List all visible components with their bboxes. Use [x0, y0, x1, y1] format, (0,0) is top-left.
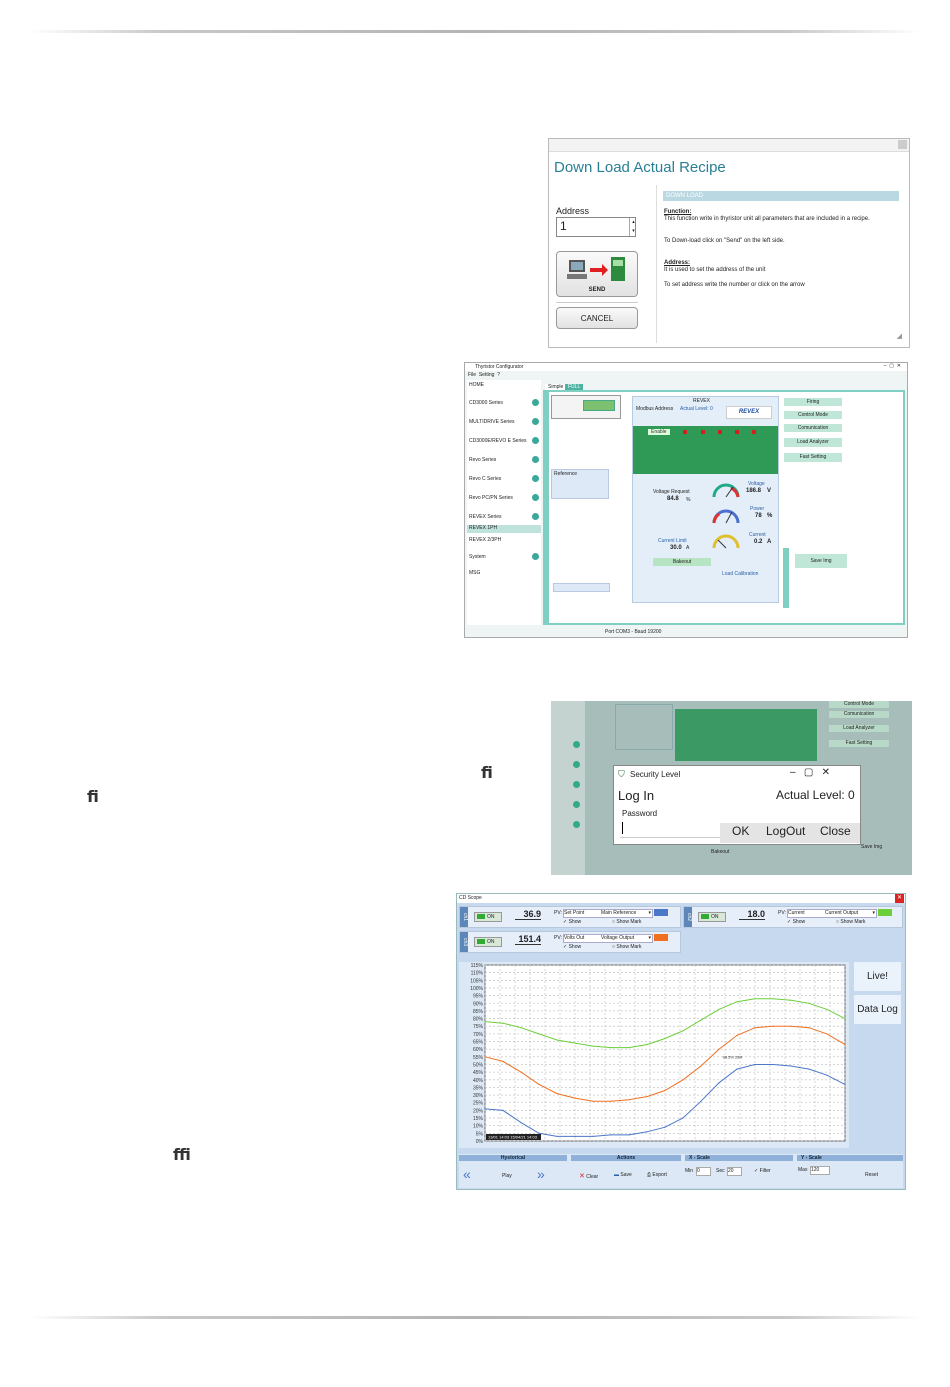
show-mark-checkbox[interactable]: ○ Show Mark — [612, 944, 642, 950]
send-label: SEND — [588, 287, 606, 293]
data-point — [502, 1061, 503, 1062]
scope-window — [456, 893, 906, 1190]
data-point — [646, 1131, 647, 1132]
power-gauge-icon — [711, 507, 741, 525]
data-point — [754, 1027, 755, 1028]
bakeout-button[interactable]: Bakeout — [653, 558, 711, 566]
channel-row — [459, 931, 681, 953]
current-limit-bar[interactable] — [553, 583, 610, 592]
reset-button[interactable]: Reset — [865, 1172, 879, 1178]
modbus-label: Modbus Address — [636, 406, 674, 412]
function-heading: Function: — [664, 209, 692, 215]
tab-full[interactable]: FULL — [565, 384, 583, 390]
computer-to-unit-icon — [566, 255, 628, 285]
menu-help[interactable]: ? — [497, 372, 500, 378]
forward-icon[interactable]: » — [537, 1166, 545, 1182]
y-tick-label: 100% — [470, 985, 483, 992]
download-recipe-window — [548, 138, 910, 348]
data-point — [592, 1136, 593, 1137]
y-tick-label: 40% — [472, 1077, 483, 1084]
data-point — [826, 1009, 827, 1010]
address-input[interactable]: 1 — [556, 217, 636, 237]
bg-control-mode: Control Mode — [829, 701, 889, 708]
data-point — [772, 1026, 773, 1027]
chevron-down-icon: ▾ — [872, 910, 875, 916]
x-scale-header: X - Scale — [685, 1155, 793, 1161]
data-point — [736, 1068, 737, 1069]
pv-label: PV: — [778, 910, 786, 916]
data-point — [520, 1027, 521, 1028]
show-checkbox[interactable]: ✓ Show — [563, 919, 582, 925]
show-checkbox[interactable]: ✓ Show — [563, 944, 582, 950]
y-tick-label: 110% — [470, 970, 483, 977]
sidebar-item[interactable]: REVEX Series — [469, 514, 502, 520]
shield-icon: ⛉ — [618, 769, 625, 779]
data-point — [790, 1026, 791, 1027]
current-value: 0.2 — [754, 539, 763, 545]
data-point — [484, 1056, 485, 1057]
power-value: 78 — [755, 513, 762, 519]
channel-tag: ch1 — [460, 907, 468, 927]
save-img-button[interactable]: Save Img — [795, 554, 847, 568]
password-label: Password — [622, 809, 658, 818]
nav-arrow-icon[interactable] — [532, 437, 539, 444]
y-tick-label: 35% — [472, 1085, 483, 1092]
fast-setting-button[interactable]: Fast Setting — [784, 453, 842, 462]
close-icon[interactable] — [898, 140, 907, 149]
y-tick-label: 20% — [472, 1108, 483, 1115]
chevron-down-icon: ▾ — [648, 910, 651, 916]
channel-color-swatch[interactable] — [654, 909, 668, 916]
nav-arrow-icon[interactable] — [532, 553, 539, 560]
nav-arrow-icon[interactable] — [532, 494, 539, 501]
sidebar-item[interactable]: CD3000 Series — [469, 400, 503, 406]
data-point — [484, 1108, 485, 1109]
function-text-2: To Down-load click on "Send" on the left side. — [664, 238, 785, 244]
enable-button[interactable]: Enable — [648, 429, 670, 435]
dialog-title: Down Load Actual Recipe — [554, 159, 726, 176]
data-point — [718, 1049, 719, 1050]
data-point — [610, 1134, 611, 1135]
pv-select[interactable]: Volts Out Voltage Output ▾ — [564, 935, 651, 941]
address-label: Address — [556, 206, 590, 216]
current-limit-label: Current Limit — [658, 538, 687, 544]
y-tick-label: 45% — [472, 1070, 483, 1077]
x-min-input[interactable]: 0 — [696, 1167, 711, 1176]
channel-tag: ch2 — [684, 907, 692, 927]
ligature-ffi: ffi — [173, 1145, 191, 1164]
data-point — [682, 1117, 683, 1118]
bg-save-img: Save Img — [861, 844, 883, 850]
channel-tag: ch3 — [460, 932, 468, 952]
data-point — [502, 1023, 503, 1024]
data-point — [556, 1136, 557, 1137]
sidebar-item[interactable]: CD3000E/REVO E Series — [469, 438, 527, 444]
nav-arrow-icon[interactable] — [532, 399, 539, 406]
data-point — [664, 1127, 665, 1128]
status-bar: Port COM3 - Baud 19200 — [605, 629, 662, 635]
data-point — [682, 1079, 683, 1080]
bg-green-panel — [675, 709, 817, 761]
data-point — [844, 1084, 845, 1085]
export-button[interactable] — [647, 1172, 667, 1178]
data-point — [808, 1003, 809, 1004]
data-point — [772, 998, 773, 999]
bg-bakeout: Bakeout — [711, 849, 730, 855]
y-tick-label: 15% — [472, 1116, 483, 1123]
pv-label: PV: — [554, 910, 562, 916]
data-log-button[interactable]: Data Log — [854, 995, 901, 1024]
data-point — [592, 1101, 593, 1102]
channel-on-toggle[interactable]: ON — [474, 912, 502, 922]
sidebar-item[interactable]: REVEX 2/3PH — [469, 537, 502, 543]
data-point — [736, 1035, 737, 1036]
y-tick-label: 60% — [472, 1047, 483, 1054]
sidebar-item[interactable]: System — [469, 554, 486, 560]
save-icon: ▬ — [614, 1172, 619, 1178]
window-titlebar — [457, 894, 905, 903]
comunication-button[interactable]: Comunication — [784, 424, 842, 432]
data-point — [484, 1021, 485, 1022]
window-title: CD Scope — [459, 895, 482, 901]
sidebar-item-active[interactable]: REVEX 1PH — [467, 525, 541, 533]
data-point — [682, 1030, 683, 1031]
cancel-button[interactable]: CANCEL — [556, 307, 638, 329]
logout-button[interactable]: LogOut — [766, 824, 806, 838]
data-point — [754, 1064, 755, 1065]
pv-label: PV: — [554, 935, 562, 941]
channel-row — [683, 906, 903, 928]
led-icon — [683, 430, 687, 434]
data-point — [844, 1044, 845, 1045]
sidebar-item-home[interactable]: HOME — [469, 382, 484, 388]
y-tick-label: 55% — [472, 1054, 483, 1061]
data-point — [574, 1042, 575, 1043]
y-tick-label: 30% — [472, 1093, 483, 1100]
voltage-request-label: Voltage Request — [653, 489, 690, 495]
voltage-unit: V — [767, 488, 772, 494]
bg-comunication: Comunication — [829, 711, 889, 718]
bottom-rule — [30, 1316, 920, 1319]
data-point — [574, 1136, 575, 1137]
y-tick-label: 75% — [472, 1024, 483, 1031]
filter-checkbox[interactable]: ✓ Filter — [754, 1168, 771, 1174]
data-point — [826, 1075, 827, 1076]
pv-select[interactable]: Current Current Output ▾ — [788, 910, 875, 916]
window-controls-icon[interactable]: – ▢ ✕ — [790, 767, 831, 778]
y-tick-label: 65% — [472, 1039, 483, 1046]
nav-arrow-icon — [573, 761, 580, 768]
reference-block — [551, 469, 609, 499]
start-button[interactable] — [583, 400, 615, 411]
data-point — [538, 1084, 539, 1085]
filter-label: Filter — [759, 1168, 771, 1174]
led-icon — [701, 430, 705, 434]
rewind-icon[interactable]: « — [463, 1166, 471, 1182]
x-sec-label: Sec — [716, 1168, 725, 1174]
voltage-label: Voltage — [748, 481, 765, 487]
device-name: REVEX — [693, 398, 710, 404]
clear-label: Clear — [586, 1174, 599, 1180]
data-point — [844, 1018, 845, 1019]
bg-sidebar — [551, 701, 585, 875]
nav-arrow-icon — [573, 801, 580, 808]
y-tick-label: 5% — [475, 1131, 483, 1138]
menu-bar — [468, 372, 500, 378]
firing-button[interactable]: Firing — [784, 398, 842, 406]
y-max-label: Max — [798, 1167, 808, 1173]
power-unit: % — [767, 513, 773, 519]
data-point — [628, 1099, 629, 1100]
channel-value: 18.0 — [739, 909, 765, 920]
address-spinner[interactable]: ▴ ▾ — [629, 218, 637, 236]
data-point — [754, 998, 755, 999]
green-frame — [545, 391, 549, 623]
bg-fast-setting: Fast Setting — [829, 740, 889, 747]
device-panel — [632, 396, 779, 603]
data-point — [538, 1133, 539, 1134]
channel-on-toggle[interactable]: ON — [698, 912, 726, 922]
menu-setting[interactable]: Setting — [478, 372, 495, 378]
data-point — [646, 1096, 647, 1097]
brand-logo: REVEX — [726, 406, 772, 419]
actual-level: Actual Level: 0 — [776, 788, 855, 802]
current-gauge-icon — [711, 532, 741, 550]
data-point — [538, 1033, 539, 1034]
reference-label: Reference — [554, 471, 578, 477]
password-input[interactable] — [620, 819, 720, 838]
data-point — [700, 1101, 701, 1102]
export-icon: ⎙ — [647, 1172, 652, 1178]
voltage-gauge-icon — [711, 481, 741, 499]
y-tick-label: 50% — [472, 1062, 483, 1069]
dialog-title: Security Level — [630, 770, 681, 779]
nav-arrow-icon — [573, 781, 580, 788]
sidebar-item[interactable]: MSG — [469, 570, 481, 576]
x-min-label: Min — [685, 1168, 694, 1174]
voltage-request-value: 84.8 — [667, 496, 679, 502]
data-point — [592, 1046, 593, 1047]
current-label: Current — [749, 532, 766, 538]
ligature-fi-right: fi — [481, 763, 493, 782]
window-controls-icon[interactable]: – ▢ ✕ — [883, 363, 901, 369]
bg-top-block — [615, 704, 673, 750]
data-point — [574, 1098, 575, 1099]
function-text: This function write in thyristor unit all parameters that are included in a recipe. — [664, 216, 870, 222]
power-label: Power — [750, 506, 765, 512]
data-point — [502, 1110, 503, 1111]
pv-select[interactable]: Set Point Main Reference ▾ — [564, 910, 651, 916]
data-point — [790, 1000, 791, 1001]
data-point — [646, 1044, 647, 1045]
top-rule — [30, 30, 920, 33]
ligature-fi-left: fi — [87, 787, 99, 806]
data-point — [718, 1009, 719, 1010]
channel-color-swatch[interactable] — [654, 934, 668, 941]
window-titlebar — [549, 139, 909, 152]
y-tick-label: 90% — [472, 1001, 483, 1008]
close-button[interactable]: Close — [820, 824, 851, 838]
channel-value: 36.9 — [515, 909, 541, 920]
data-point — [664, 1038, 665, 1039]
current-limit-value: 30.0 — [670, 545, 682, 551]
show-mark-checkbox[interactable]: ○ Show Mark — [612, 919, 642, 925]
y-tick-label: 80% — [472, 1016, 483, 1023]
ok-button[interactable]: OK — [732, 824, 750, 838]
channel-on-toggle[interactable]: ON — [474, 937, 502, 947]
bg-load-analyzer: Load Analyzer — [829, 725, 889, 732]
actual-level: Actual Level: 0 — [680, 406, 713, 412]
led-icon — [718, 430, 722, 434]
channel-color-swatch[interactable] — [878, 909, 892, 916]
led-icon — [735, 430, 739, 434]
data-point — [718, 1082, 719, 1083]
y-tick-label: 115% — [470, 963, 483, 969]
close-icon[interactable]: ✕ — [896, 895, 903, 901]
show-mark-checkbox[interactable]: ○ Show Mark — [836, 919, 866, 925]
side-strip — [783, 548, 789, 608]
nav-arrow-icon — [573, 741, 580, 748]
sidebar-item[interactable]: Revo C Series — [469, 476, 502, 482]
clear-button[interactable] — [579, 1172, 598, 1180]
nav-arrow-icon[interactable] — [532, 513, 539, 520]
status-green-panel — [633, 426, 778, 474]
menu-file[interactable]: File — [468, 372, 477, 378]
y-tick-label: 95% — [472, 993, 483, 1000]
data-point — [610, 1101, 611, 1102]
hystorical-header: Hystorical — [459, 1155, 567, 1161]
y-tick-label: 70% — [472, 1031, 483, 1038]
data-point — [556, 1093, 557, 1094]
sidebar-item[interactable]: Revo PC/PN Series — [469, 495, 513, 501]
data-point — [808, 1027, 809, 1028]
tab-simple[interactable]: Simple — [545, 384, 566, 390]
y-scale-header: Y - Scale — [797, 1155, 903, 1161]
sidebar-item[interactable]: Revo Series — [469, 457, 497, 463]
control-mode-button[interactable]: Control Mode — [784, 411, 842, 419]
login-label: Log In — [618, 788, 655, 803]
voltage-value: 186.8 — [746, 488, 762, 494]
data-point — [610, 1047, 611, 1048]
address-text-2: To set address write the number or click on the arrow — [664, 282, 805, 288]
data-point — [628, 1134, 629, 1135]
nav-arrow-icon[interactable] — [532, 456, 539, 463]
y-max-input[interactable]: 120 — [810, 1166, 830, 1175]
load-calibration-label: Load Calibration — [722, 571, 759, 577]
chevron-down-icon: ▾ — [648, 935, 651, 941]
data-point — [520, 1072, 521, 1073]
help-band: DOWN LOAD — [663, 191, 899, 201]
save-label: Save — [620, 1172, 632, 1178]
scope-chart — [459, 962, 849, 1148]
x-sec-input[interactable]: 20 — [727, 1167, 742, 1176]
y-tick-label: 0% — [475, 1139, 483, 1145]
window-title: Thyristor Configurator — [475, 364, 524, 370]
show-checkbox[interactable]: ✓ Show — [787, 919, 806, 925]
data-point — [790, 1065, 791, 1066]
current-limit-unit: A — [686, 545, 690, 551]
data-point — [628, 1047, 629, 1048]
address-heading: Address: — [664, 260, 691, 266]
nav-arrow-icon[interactable] — [532, 475, 539, 482]
live-button[interactable]: Live! — [854, 962, 901, 991]
security-screenshot — [551, 701, 912, 875]
help-panel — [656, 185, 905, 343]
clear-icon: ✕ — [579, 1173, 585, 1180]
y-tick-label: 10% — [472, 1123, 483, 1130]
divider — [556, 302, 638, 303]
data-point — [826, 1033, 827, 1034]
data-point — [772, 1064, 773, 1065]
sidebar — [467, 380, 541, 625]
data-point — [808, 1068, 809, 1069]
channel-row — [459, 906, 681, 928]
channel-value: 151.4 — [515, 934, 541, 945]
data-point — [664, 1090, 665, 1091]
y-tick-label: 85% — [472, 1008, 483, 1015]
send-button[interactable] — [556, 251, 638, 297]
data-point — [556, 1039, 557, 1040]
marker-label: 98.5% 28R — [722, 1054, 743, 1060]
address-text: It is used to set the address of the unit — [664, 267, 766, 273]
nav-arrow-icon — [573, 821, 580, 828]
current-unit: A — [767, 539, 772, 545]
nav-arrow-icon[interactable] — [532, 418, 539, 425]
led-icon — [752, 430, 756, 434]
sidebar-item[interactable]: MULTIDRIVE Series — [469, 419, 515, 425]
y-tick-label: 105% — [470, 978, 483, 985]
data-point — [700, 1065, 701, 1066]
resize-grip-icon[interactable]: ◢ — [896, 333, 902, 340]
configurator-window — [464, 362, 908, 638]
play-button[interactable]: Play — [502, 1173, 512, 1179]
security-dialog — [613, 765, 861, 845]
voltage-request-unit: % — [686, 497, 691, 503]
data-point — [520, 1122, 521, 1123]
load-analyzer-button[interactable]: Load Analyzer — [784, 438, 842, 447]
window-titlebar — [465, 363, 907, 371]
export-label: Export — [652, 1172, 667, 1178]
data-point — [700, 1019, 701, 1020]
data-point — [736, 1001, 737, 1002]
y-tick-label: 25% — [472, 1100, 483, 1107]
save-button[interactable] — [614, 1172, 632, 1178]
actions-header: Actions — [571, 1155, 681, 1161]
timestamp-label: 13/01 14:03 15/04/21 14:03 — [488, 1134, 537, 1140]
